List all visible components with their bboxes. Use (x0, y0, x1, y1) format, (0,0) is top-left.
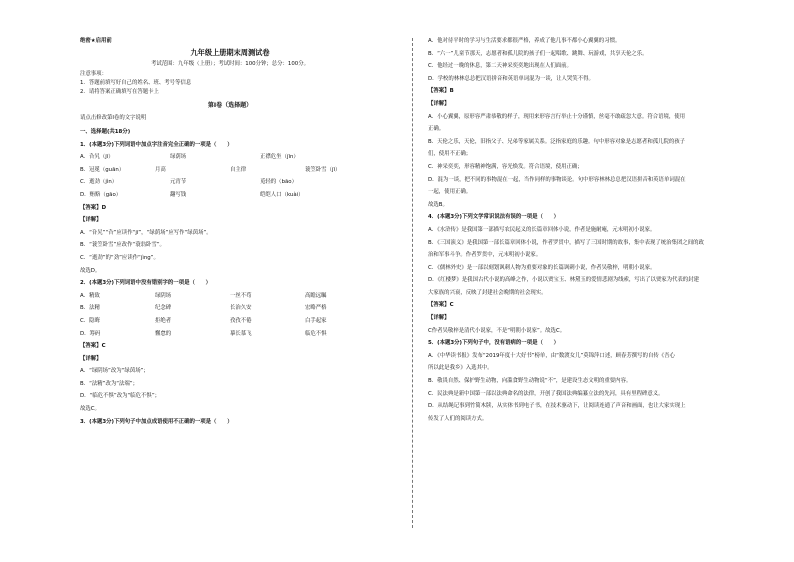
option-text: 正襟危坐（jīn） (260, 154, 299, 161)
answer-label: 【答案】C (428, 302, 454, 309)
option-row (80, 331, 380, 344)
left-column (80, 38, 380, 431)
section-note: 请点击修改第I卷的文字说明 (80, 115, 147, 121)
option-line: 传发了人们的阅读方式。 (428, 415, 488, 422)
option-line: 治和军事斗争。作者罗贯中，元末明初小说家。 (428, 252, 542, 259)
option-line: B．“六一”儿童节那天，志愿者和孤儿院的孩子们一起唱歌、跳舞、玩游戏，共享天伦之乐。 (428, 50, 648, 57)
option-text: 高瞻远瞩 (305, 292, 327, 299)
answer-label: 【答案】D (80, 204, 107, 211)
option-text: 月高 (155, 166, 166, 173)
detail-label: 【详解】 (80, 217, 102, 224)
detail-line: 正确。 (428, 126, 445, 133)
option-text: 绿阴场 (155, 292, 172, 299)
detail-label: 【详解】 (80, 355, 102, 362)
option-text: 觅轻的（bāo） (260, 179, 297, 186)
option-text: 白手起家 (305, 317, 327, 324)
option-text: A．旮旯（jī） (80, 154, 114, 161)
option-line: D．学校的林林总总把汉语拼音和英语单词混为一谈，让人哭笑不得。 (428, 75, 594, 82)
option-text: 蓑笠卧雪（jī） (305, 166, 341, 173)
option-line: C．民法典是新中国第一部以法典命名的法律，开创了我国法典编纂立法的先河，具有里程碑意义。 (428, 390, 664, 397)
question-3: 3．(本题3分)下列句子中加点成语使用不正确的一项是（ ） (80, 418, 233, 425)
option-text: 临危不惧 (305, 330, 327, 337)
detail-line: B．天伦之乐，天伦，旧指父子、兄弟等家属关系。泛指家庭的乐趣。句中形容对象是志愿者和孤儿院的孩子 (428, 138, 686, 145)
option-row (80, 179, 380, 192)
option-text: 自主律 (230, 166, 247, 173)
part-title: 一、选择题(共18分) (80, 129, 131, 135)
option-row (80, 318, 380, 331)
option-row (80, 167, 380, 180)
exam-info: 考试范围：九年级（上册）；考试时间：100分钟；总分：100分。 (150, 61, 310, 67)
option-line: D．《红楼梦》是我国古代小说的高峰之作，小说以贾宝玉、林黛玉的爱情悲剧为线索，写出了以贾家为代表的封建 (428, 277, 699, 284)
option-line: A．《水浒传》是我国第一部描写农民起义的长篇章回体小说，作者是施耐庵，元末明初小说家。 (428, 226, 656, 233)
secret-label: 绝密★启用前 (80, 38, 112, 44)
detail-label: 【详解】 (428, 315, 450, 322)
question-5: 5．(本题3分)下列句子中，没有语病的一项是（ ） (428, 340, 560, 347)
question-1: 1．(本题3分)下列词语中加点字注音完全正确的一项是（ ） (80, 141, 233, 148)
option-row (80, 293, 380, 306)
notice-item: 1．答题前填写好自己的姓名、班、考号等信息 (80, 80, 192, 86)
detail-line: B．“蓑笠卧雪”应改作“蓑翁卧雪”。 (80, 242, 165, 249)
option-row (80, 154, 380, 167)
option-line: B．《三国演义》是我国第一部长篇章回体小说，作者罗贯中，描写了三国时期的故事，集中表现了统治集团之间的政 (428, 239, 704, 246)
option-text: 宏略严格 (305, 305, 327, 312)
answer-label: 【答案】C (80, 343, 106, 350)
option-line: A．《中华读书报》发布“2019年度十大好书”榜单，由“数渡女儿”莫锦萍口述，顾春芳撰写的自传《吾心 (428, 352, 675, 359)
option-text: B．法精 (80, 305, 100, 312)
option-text: D．贿赂（gāo） (80, 191, 122, 198)
option-text: D．筹码 (80, 330, 101, 337)
detail-line: 故选C。 (80, 406, 100, 413)
option-text: 皑皑人口（kuài） (260, 191, 304, 198)
detail-line: A．“绿阴场”改为“绿茵场”； (80, 368, 149, 375)
question-2: 2．(本题3分)下列词语中没有错别字的一项是（ ） (80, 280, 212, 287)
section-title: 第I卷（选择题） (207, 102, 253, 109)
detail-label: 【详解】 (428, 100, 450, 107)
option-text: 纪念碑 (155, 305, 172, 312)
option-text: 摹长慕飞 (230, 330, 252, 337)
option-text: 绿荫场 (170, 154, 187, 161)
option-line: C．《儒林外史》是一部以刻划讽刺人物为重要对象的长篇讽刺小说，作者吴敬梓，明朝小说家。 (428, 264, 656, 271)
option-line: 大家族的兴衰，反映了封建社会晚期的社会现实。 (428, 289, 547, 296)
option-text: 元宵节 (170, 179, 187, 186)
option-text: 长治久安 (230, 305, 252, 312)
detail-line: C．“逝劲”的“劲”应读作“jìng”。 (80, 254, 159, 261)
option-line: 所以此是我乡》入选其中。 (428, 365, 493, 372)
option-text: B．冠冕（guān） (80, 166, 125, 173)
option-text: C．逝劲（jìn） (80, 179, 118, 186)
option-text: 懈怠的 (155, 330, 172, 337)
option-line: B．敬畏自然、保护野生动物，向滥食野生动物说“不”，是建设生态文明的重要内容。 (428, 378, 632, 385)
option-line: D．从结绳记事到竹简木牍，从实体书到电子书，在技术驱动下，让阅读连通了声音和画面，也让大家实现上 (428, 403, 686, 410)
right-column (428, 38, 758, 428)
detail-line: D．“临危不惧”改为“临危不惧”； (80, 393, 161, 400)
detail-line: C．神采奕奕，形容精神饱满，容光焕发。符合语境，使用正确； (428, 163, 583, 170)
option-text: 拒绝者 (155, 317, 172, 324)
option-text: A．精致 (80, 292, 100, 299)
option-line: C．他经过一晚的休息，第二天神采奕奕地出现在人们面前。 (428, 63, 572, 70)
detail-line: D．混为一谈，把不同的事物混在一起，当作同样的事物谈论。句中形容林林总总把汉语拼音和英语单词混在 (428, 176, 686, 183)
detail-line: C作者吴敬梓是清代小说家，不是“明朝小说家”。故选C。 (428, 327, 566, 334)
option-line: A．他对待平时的学习与生活要求都很严格，养成了他几事不都小心翼翼的习惯。 (428, 38, 621, 44)
detail-line: 一起，使用正确。 (428, 189, 472, 196)
detail-line: A．小心翼翼，原形容严肃恭敬的样子，现用来形容言行举止十分谨慎，丝毫不敢疏忽大意。符合语境，使用 (428, 113, 686, 120)
exam-title: 九年级上册期末周测试卷 (190, 48, 270, 57)
option-row (80, 305, 380, 318)
option-text: C．隐晦 (80, 317, 100, 324)
column-divider (412, 38, 413, 528)
option-text: 孜孜不倦 (230, 317, 252, 324)
detail-line: 们，使用不正确； (428, 151, 472, 158)
option-text: 一丝不苟 (230, 292, 252, 299)
option-text: 翻写钱 (170, 191, 187, 198)
question-4: 4．(本题3分)下列文学常识说法有误的一项是（ ） (428, 214, 560, 221)
detail-line: B．“法精”改为“法端”； (80, 380, 138, 387)
detail-line: 故选B。 (428, 201, 448, 208)
detail-line: A．“旮旯”“旮”应读作“jī”，“绿荫场”应写作“绿茵场”。 (80, 229, 212, 236)
detail-line: 故选D。 (80, 267, 101, 274)
option-row (80, 192, 380, 205)
answer-label: 【答案】B (428, 88, 454, 95)
notice-title: 注意事项： (80, 71, 107, 77)
notice-item: 2．请将答案正确填写在答题卡上 (80, 89, 159, 95)
